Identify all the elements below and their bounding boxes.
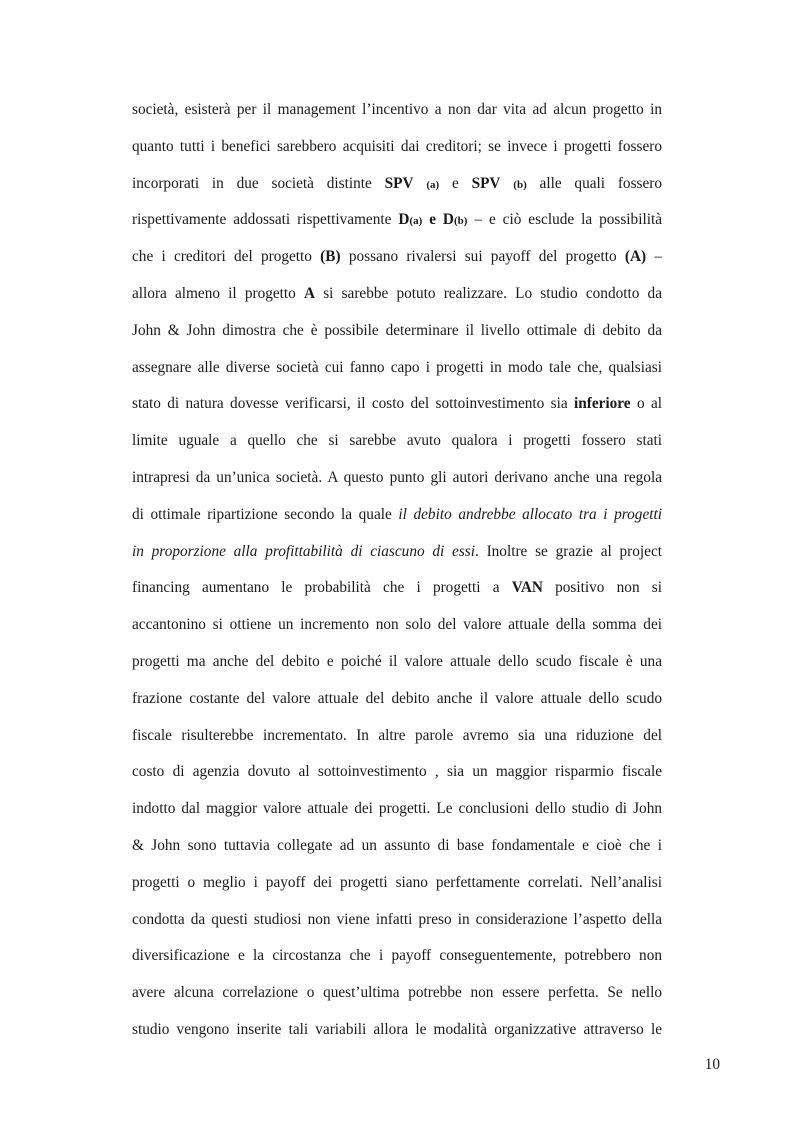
- body-text: [132, 92, 662, 1049]
- text-line: condotta da questi studiosi non viene infatti preso in considerazione l’aspetto della: [132, 910, 662, 928]
- text-line: diversificazione e la circostanza che i payoff conseguentemente, potrebbero non: [132, 947, 662, 965]
- text-line: frazione costante del valore attuale del debito anche il valore attuale dello scudo: [132, 689, 662, 707]
- text-line: John & John dimostra che è possibile determinare il livello ottimale di debito da: [132, 321, 662, 339]
- text-line: allora almeno il progetto A si sarebbe potuto realizzare. Lo studio condotto da: [132, 284, 662, 302]
- text-line: di ottimale ripartizione secondo la quale il debito andrebbe allocato tra i progetti: [132, 505, 662, 523]
- text-line: assegnare alle diverse società cui fanno capo i progetti in modo tale che, qualsiasi: [132, 358, 662, 376]
- text-line: che i creditori del progetto (B) possano rivalersi sui payoff del progetto (A) –: [132, 248, 663, 266]
- text-line: stato di natura dovesse verificarsi, il costo del sottoinvestimento sia inferiore o al: [132, 395, 662, 413]
- text-line: progetti o meglio i payoff dei progetti siano perfettamente correlati. Nell’analisi: [132, 873, 662, 891]
- text-line: rispettivamente addossati rispettivamente D(a) e D(b) – e ciò esclude la possibilità: [132, 211, 662, 229]
- text-line: fiscale risulterebbe incrementato. In altre parole avremo sia una riduzione del: [132, 726, 662, 744]
- page-number: 10: [704, 1056, 720, 1073]
- text-line: financing aumentano le probabilità che i progetti a VAN positivo non si: [132, 579, 663, 597]
- text-line: studio vengono inserite tali variabili allora le modalità organizzative attraverso le: [132, 1020, 662, 1038]
- text-line: accantonino si ottiene un incremento non solo del valore attuale della somma dei: [132, 616, 662, 634]
- text-line: indotto dal maggior valore attuale dei progetti. Le conclusioni dello studio di John: [132, 800, 662, 818]
- text-line: progetti ma anche del debito e poiché il valore attuale dello scudo fiscale è una: [132, 652, 662, 670]
- text-line: in proporzione alla profittabilità di ciascuno di essi. Inoltre se grazie al project: [132, 542, 662, 560]
- text-line: costo di agenzia dovuto al sottoinvestimento , sia un maggior risparmio fiscale: [132, 763, 662, 781]
- text-line: intrapresi da un’unica società. A questo punto gli autori derivano anche una regola: [132, 468, 662, 486]
- text-line: società, esisterà per il management l’incentivo a non dar vita ad alcun progetto in: [132, 101, 662, 118]
- text-line: avere alcuna correlazione o quest’ultima potrebbe non essere perfetta. Se nello: [132, 984, 662, 1002]
- text-line: limite uguale a quello che si sarebbe avuto qualora i progetti fossero stati: [132, 432, 662, 450]
- text-line: & John sono tuttavia collegate ad un assunto di base fondamentale e cioè che i: [132, 836, 662, 854]
- text-line: incorporati in due società distinte SPV (a) e SPV (b) alle quali fossero: [132, 174, 663, 192]
- text-line: quanto tutti i benefici sarebbero acquisiti dai creditori; se invece i progetti fossero: [132, 137, 662, 155]
